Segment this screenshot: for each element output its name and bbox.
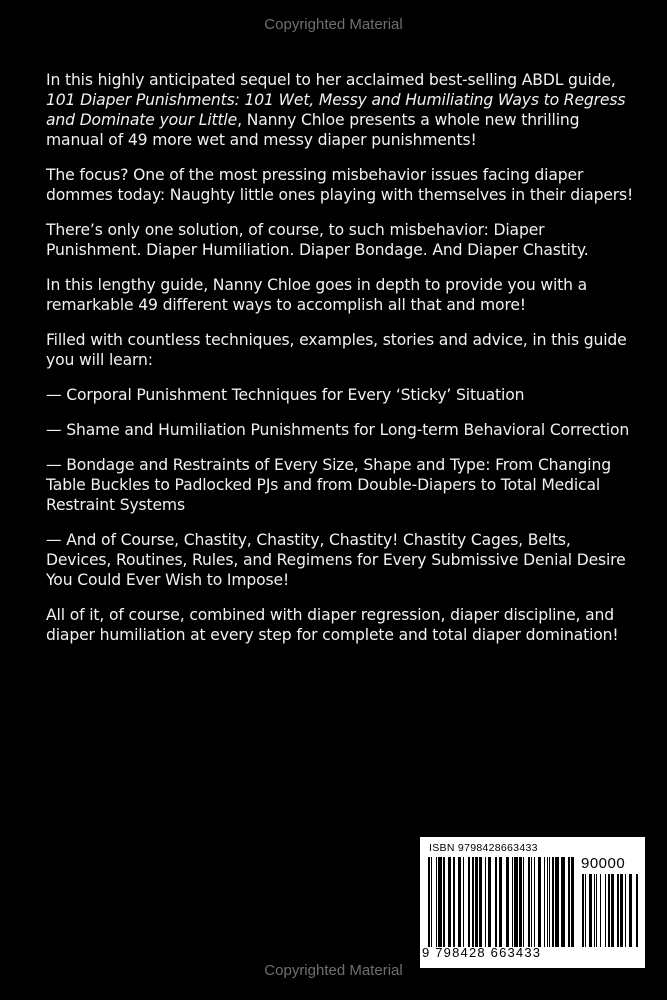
barcode-bar (582, 874, 584, 947)
barcode-bar (488, 857, 491, 947)
watermark-top: Copyrighted Material (264, 16, 403, 33)
barcode-bar (436, 857, 437, 947)
barcode-bar (506, 857, 509, 947)
barcode-bar (594, 874, 595, 947)
barcode-bar (549, 857, 550, 947)
barcode-bar (585, 874, 586, 947)
barcode-bar (568, 857, 570, 947)
barcode-bar (468, 857, 470, 947)
bullet-item: — Corporal Punishment Techniques for Every ‘Sticky’ Situation (46, 386, 525, 404)
barcode-bar (555, 857, 559, 947)
barcode-bar (534, 857, 535, 947)
barcode-bar (552, 857, 554, 947)
barcode-bar (611, 874, 614, 947)
barcode-bar (523, 857, 524, 947)
barcode-bar (472, 857, 474, 947)
intro-pre: In this highly anticipated sequel to her acclaimed best-selling ABDL guide, (46, 71, 616, 89)
barcode-bar (544, 857, 545, 947)
barcode-bar (608, 874, 610, 947)
barcode-bar (629, 874, 632, 947)
barcode-bar (636, 874, 638, 947)
barcode-bar (448, 857, 451, 947)
barcode-bar (571, 857, 574, 947)
barcode-bar (495, 857, 497, 947)
barcode-box (420, 837, 645, 968)
barcode-bar (453, 857, 455, 947)
barcode-digits: 9 798428 663433 (422, 945, 542, 960)
barcode-bar (528, 857, 530, 947)
barcode-bar (463, 857, 464, 947)
barcode-bar (443, 857, 445, 947)
bullet-item: — Shame and Humiliation Punishments for Long-term Behavioral Correction (46, 421, 630, 439)
intro-post: , Nanny Chloe presents a whole new thrilling manual of 49 more wet and messy diaper punishments! (46, 111, 580, 149)
isbn-label: ISBN 9798428663433 (429, 842, 538, 854)
depth-paragraph: In this lengthy guide, Nanny Chloe goes in depth to provide you with a remarkable 49 different ways to accomplish all that and more! (46, 276, 588, 314)
book-description (46, 70, 636, 660)
barcode-bar (547, 857, 548, 947)
barcode-bar (512, 857, 513, 947)
barcode-bar (475, 857, 478, 947)
barcode-bar (589, 874, 592, 947)
watermark-bottom: Copyrighted Material (264, 962, 403, 979)
barcode-bar (428, 857, 430, 947)
barcode-bar (596, 874, 597, 947)
barcode-bar (531, 857, 532, 947)
book-title: 101 Diaper Punishments: 101 Wet, Messy and Humiliating Ways to Regress and Dominate your Little (46, 91, 626, 129)
barcode-bar (458, 857, 461, 947)
intro-paragraph (46, 70, 636, 150)
bullet-item: — Bondage and Restraints of Every Size, Shape and Type: From Changing Table Buckles to Padlocked PJs and from Double-Diapers to Total Medical Restraint Systems (46, 456, 611, 514)
barcode-bar (499, 857, 502, 947)
barcode-bar (620, 874, 623, 947)
bullet-item: — And of Course, Chastity, Chastity, Chastity! Chastity Cages, Belts, Devices, Routines, Rules, and Regimens for Every Submissive Denial Desire You Could Ever Wish to Impose! (46, 531, 626, 589)
closing-paragraph: All of it, of course, combined with diaper regression, diaper discipline, and diaper humiliation at every step for complete and total diaper domination! (46, 606, 619, 644)
barcode-bar (605, 874, 606, 947)
barcode-bar (519, 857, 522, 947)
barcode-bar (625, 874, 626, 947)
barcode-bar (438, 857, 442, 947)
barcode-bar (479, 857, 482, 947)
barcode-bar (600, 874, 601, 947)
learn-intro-paragraph: Filled with countless techniques, examples, stories and advice, in this guide you will learn: (46, 331, 627, 369)
focus-paragraph: The focus? One of the most pressing misbehavior issues facing diaper dommes today: Naughty little ones playing with themselves in their diapers! (46, 166, 634, 204)
barcode-bar (431, 857, 432, 947)
barcode-bar (538, 857, 541, 947)
price-code: 90000 (581, 855, 626, 872)
addon-barcode-bars (582, 874, 638, 947)
barcode-bar (617, 874, 619, 947)
solution-paragraph: There’s only one solution, of course, to such misbehavior: Diaper Punishment. Diaper Humiliation. Diaper Bondage. And Diaper Chastity. (46, 221, 589, 259)
barcode-bars (428, 857, 576, 947)
barcode-bar (561, 857, 565, 947)
barcode-bar (485, 857, 486, 947)
barcode-bar (514, 857, 518, 947)
